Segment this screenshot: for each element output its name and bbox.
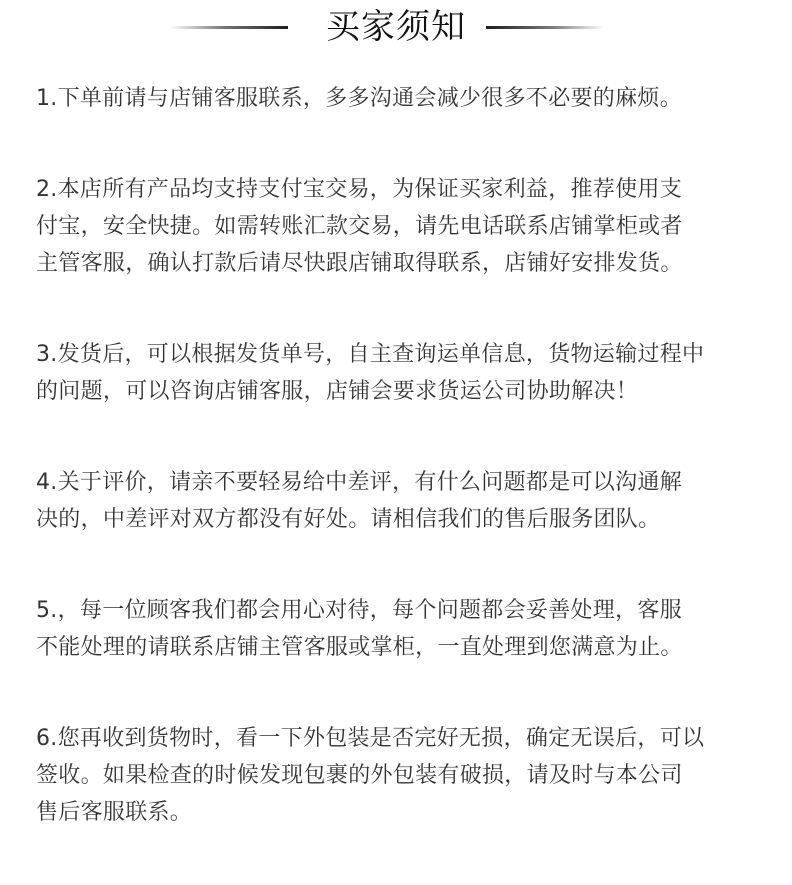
notice-item-5: 5.，每一位顾客我们都会用心对待，每个问题都会妥善处理，客服 不能处理的请联系店铺主管客服或掌柜，一直处理到您满意为止。 xyxy=(36,598,683,660)
notice-item-6: 6.您再收到货物时，看一下外包装是否完好无损，确定无误后，可以 签收。如果检查的时候发现包裹的外包装有破损，请及时与本公司 售后客服联系。 xyxy=(36,726,705,825)
notice-item-2: 2.本店所有产品均支持支付宝交易，为保证买家利益，推荐使用支 付宝，安全快捷。如需转账汇款交易，请先电话联系店铺掌柜或者 主管客服，确认打款后请尽快跟店铺取得联系，店铺好安排发货。 xyxy=(36,177,683,276)
page-title: 买家须知 xyxy=(326,7,466,47)
title-divider-right xyxy=(486,26,604,29)
notice-item-4: 4.关于评价，请亲不要轻易给中差评，有什么问题都是可以沟通解 决的，中差评对双方都没有好处。请相信我们的售后服务团队。 xyxy=(36,470,682,532)
notice-list xyxy=(36,80,766,885)
page-header xyxy=(0,0,792,60)
notice-item-3: 3.发货后，可以根据发货单号，自主查询运单信息，货物运输过程中 的问题，可以咨询店铺客服，店铺会要求货运公司协助解决！ xyxy=(36,342,705,404)
notice-item-1: 1.下单前请与店铺客服联系，多多沟通会减少很多不必要的麻烦。 xyxy=(36,86,682,111)
